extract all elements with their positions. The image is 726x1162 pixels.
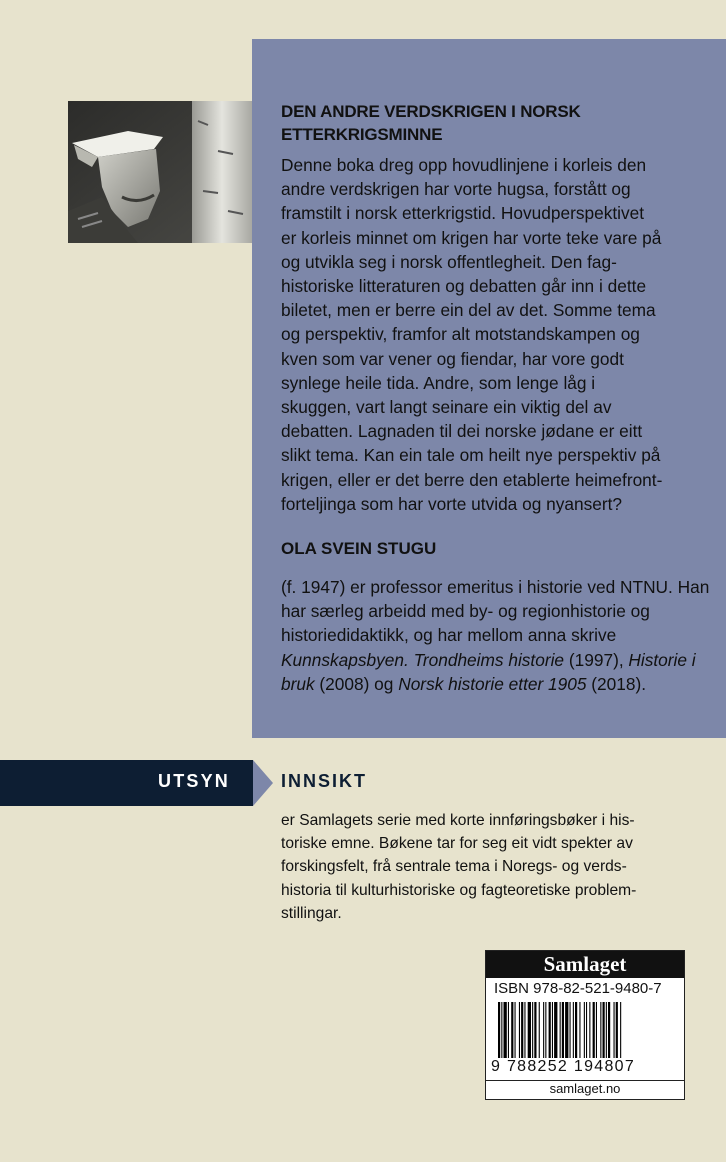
barcode-bar (593, 1002, 595, 1058)
isbn-label: ISBN 978-82-521-9480-7 (494, 980, 662, 997)
bio-work-title: Historie i bruk (281, 649, 696, 694)
barcode-bar (554, 1002, 557, 1058)
publisher-logo: Samlaget (486, 951, 684, 978)
barcode-bar (508, 1002, 509, 1058)
barcode-bar (504, 1002, 507, 1058)
barcode-bar (545, 1002, 546, 1058)
barcode-bar (596, 1002, 597, 1058)
barcode-bar (579, 1002, 580, 1058)
barcode-bar (586, 1002, 587, 1058)
barcode-bar (589, 1002, 590, 1058)
bio-work-title: Kunnskapsbyen. Trondheims historie (281, 649, 565, 670)
barcode-bar (562, 1002, 564, 1058)
barcode-bar (570, 1002, 571, 1058)
author-name: OLA SVEIN STUGU (281, 539, 437, 559)
barcode-bar (575, 1002, 577, 1058)
barcode-bar (584, 1002, 585, 1058)
barcode-bar (543, 1002, 544, 1058)
barcode-bar (614, 1002, 615, 1058)
barcode-bar (498, 1002, 500, 1058)
barcode-bar (603, 1002, 605, 1058)
bio-text: (2018). (586, 673, 647, 694)
bio-text: (2008) og (314, 673, 399, 694)
barcode-bar (532, 1002, 533, 1058)
barcode-bar (519, 1002, 520, 1058)
portrait-photo-icon (68, 101, 252, 243)
series-description: er Samlagets serie med korte innføringsbøker i his- toriske emne. Bøkene tar for seg eit vidt spekter av forskingsfelt, frå sentrale tema i Noregs- og verds- historia til kulturhistoriske og fagteoretiske problem- stillingar. (281, 812, 637, 922)
panel-text (281, 100, 717, 696)
barcode-icon (498, 1002, 674, 1058)
barcode-bar (552, 1002, 553, 1058)
book-heading: DEN ANDRE VERDSKRIGEN I NORSK ETTERKRIGSMINNE (281, 102, 581, 144)
barcode-bar (600, 1002, 601, 1058)
barcode-bar (608, 1002, 610, 1058)
barcode-bar (565, 1002, 568, 1058)
author-photo (68, 101, 252, 243)
barcode-bar (560, 1002, 561, 1058)
bio-work-title: Norsk historie etter 1905 (398, 673, 587, 694)
series-name-right: INNSIKT (281, 771, 367, 791)
barcode-bar (521, 1002, 523, 1058)
series-name-left: UTSYN (158, 771, 231, 791)
barcode-bar (511, 1002, 513, 1058)
barcode-bar (549, 1002, 551, 1058)
series-arrow-icon (253, 760, 273, 806)
book-blurb: Denne boka dreg opp hovudlinjene i korleis den andre verdskrigen har vorte hugsa, forstått og framstilt i norsk etterkrigstid. Hovudperspektivet er korleis minnet om krigen har vorte teke vare på og utvikla seg i norsk offentlegheit. Den fag- historiske litteraturen og debatten går inn i dette biletet, men er berre ein del av det. Somme tema og perspektiv, framfor alt motstandskampen og kven som var vener og fiendar, har vore godt synlege heile tida. Andre, som lenge låg i skuggen, vart langt seinare ein viktig del av debatten. Lagnaden til dei norske jødane er eitt slikt tema. Kan ein tale om heilt nye perspektiv på krigen, eller er det berre den etablerte heimefront- forteljinga som har vorte utvida og nyansert? (281, 155, 663, 514)
barcode-bar (501, 1002, 502, 1058)
barcode-box (485, 950, 685, 1100)
barcode-bar (534, 1002, 536, 1058)
author-bio (281, 575, 717, 696)
ean-digits: 9 788252 194807 (491, 1058, 636, 1075)
barcode-bar (616, 1002, 618, 1058)
bio-text: (f. 1947) er professor emeritus i historie ved NTNU. Han har særleg arbeidd med by- og regionhistorie og historiedidaktikk, og har mellom anna skrive (281, 577, 710, 646)
barcode-bar (573, 1002, 574, 1058)
barcode-bar (528, 1002, 531, 1058)
bio-text: (1997), (564, 649, 629, 670)
barcode-bar (524, 1002, 525, 1058)
barcode-bar (539, 1002, 540, 1058)
publisher-website: samlaget.no (486, 1080, 684, 1097)
barcode-bar (606, 1002, 607, 1058)
barcode-bar (620, 1002, 621, 1058)
barcode-bar (515, 1002, 516, 1058)
